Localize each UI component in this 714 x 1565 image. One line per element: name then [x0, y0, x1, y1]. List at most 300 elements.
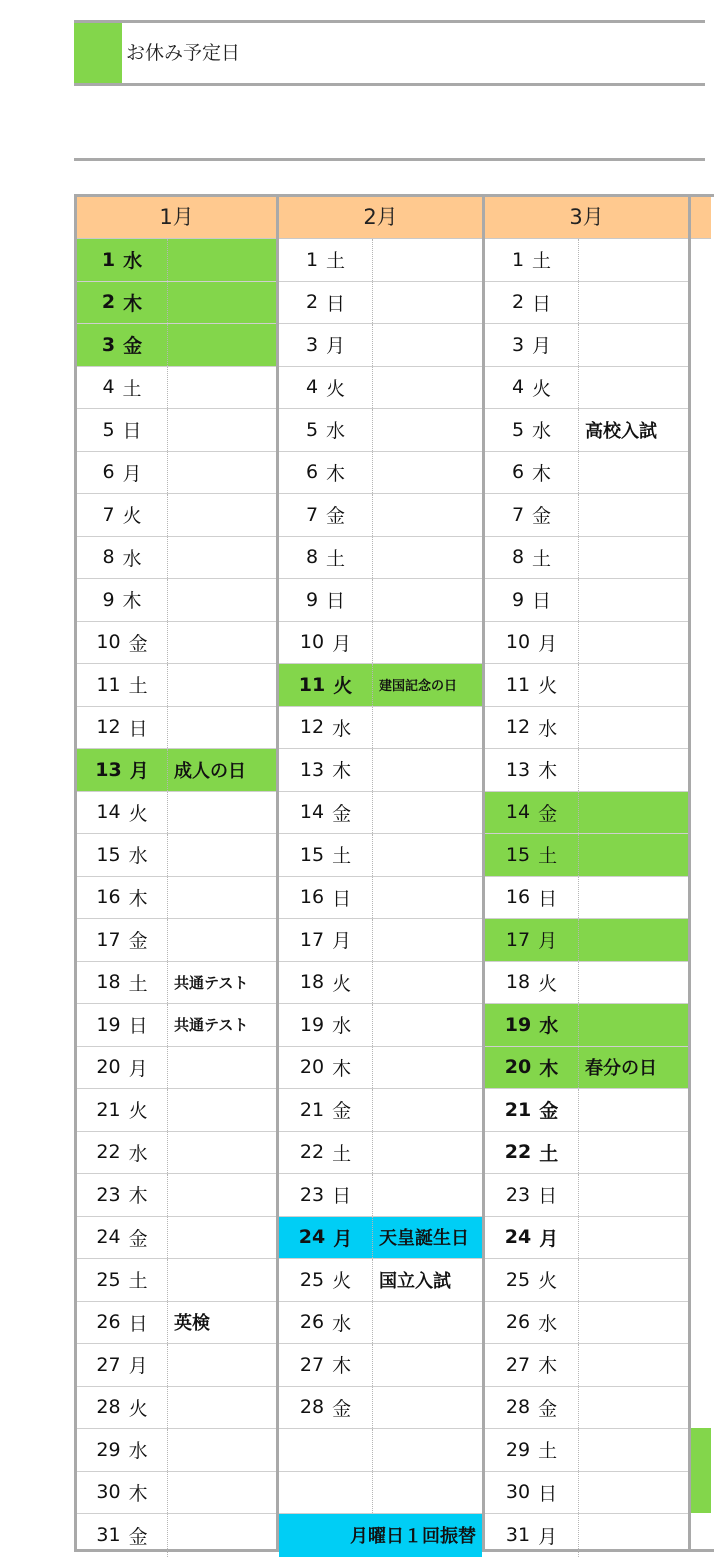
weekday: 木 — [538, 1355, 558, 1378]
day-date — [279, 367, 373, 409]
day-number: 22 — [299, 1141, 325, 1164]
day-number: 23 — [96, 1183, 121, 1206]
day-row — [485, 409, 688, 452]
day-row — [77, 919, 276, 962]
day-row — [485, 622, 688, 665]
day-row — [77, 1132, 276, 1175]
weekday: 月 — [333, 1227, 353, 1250]
weekday: 日 — [532, 292, 552, 315]
day-date — [485, 1429, 579, 1471]
day-number: 17 — [299, 928, 325, 951]
day-number: 7 — [511, 503, 525, 526]
day-row — [279, 1174, 482, 1217]
day-row — [485, 834, 688, 877]
weekday: 月 — [129, 760, 149, 783]
day-note: 国立入試 — [379, 1270, 451, 1292]
weekday: 金 — [128, 1525, 148, 1548]
day-date — [485, 1174, 579, 1216]
day-row — [485, 1047, 688, 1090]
day-note: 共通テスト — [174, 1016, 249, 1035]
weekday: 水 — [332, 1015, 352, 1038]
weekday: 月 — [122, 462, 142, 485]
day-number: 16 — [299, 886, 325, 909]
day-note — [373, 1174, 482, 1216]
month-header: 3月 — [485, 197, 688, 239]
day-row — [279, 962, 482, 1005]
weekday: 月 — [538, 930, 558, 953]
day-number: 31 — [96, 1524, 121, 1547]
weekday: 月 — [538, 1525, 558, 1548]
legend-holiday-swatch — [74, 23, 122, 83]
day-note — [579, 367, 688, 409]
weekday: 土 — [128, 1270, 148, 1293]
day-note — [168, 792, 276, 834]
weekday: 水 — [128, 845, 148, 868]
weekday: 月 — [332, 632, 352, 655]
weekday: 月 — [326, 335, 346, 358]
day-date — [279, 919, 373, 961]
day-number: 13 — [95, 758, 122, 781]
day-number: 9 — [511, 588, 525, 611]
weekday: 水 — [128, 1142, 148, 1165]
weekday: 火 — [332, 972, 352, 995]
weekday: 土 — [332, 1142, 352, 1165]
day-date — [485, 537, 579, 579]
day-number: 13 — [299, 758, 325, 781]
day-number: 27 — [96, 1353, 121, 1376]
day-row — [485, 1514, 688, 1557]
day-row — [279, 1429, 482, 1472]
day-number: 7 — [305, 503, 319, 526]
day-note: 成人の日 — [174, 760, 246, 782]
day-date — [279, 1387, 373, 1429]
day-number: 19 — [299, 1013, 325, 1036]
day-row — [279, 1472, 482, 1515]
day-row — [279, 1089, 482, 1132]
day-date — [77, 1004, 168, 1046]
day-row — [77, 239, 276, 282]
day-date — [77, 919, 168, 961]
day-number: 12 — [299, 716, 325, 739]
day-number: 1 — [101, 248, 116, 271]
day-number: 24 — [96, 1226, 121, 1249]
weekday: 水 — [123, 250, 143, 273]
day-number: 4 — [305, 376, 319, 399]
weekday: 土 — [532, 250, 552, 273]
day-number: 17 — [96, 928, 121, 951]
weekday: 金 — [332, 802, 352, 825]
weekday: 日 — [538, 1185, 558, 1208]
weekday: 日 — [532, 590, 552, 613]
day-row — [77, 409, 276, 452]
day-date — [77, 877, 168, 919]
day-date — [77, 579, 168, 621]
day-note — [579, 1344, 688, 1386]
day-number: 16 — [96, 886, 121, 909]
day-note — [168, 579, 276, 621]
day-note: 建国記念の日 — [379, 679, 458, 695]
weekday: 土 — [332, 845, 352, 868]
day-note — [373, 792, 482, 834]
day-note: 春分の日 — [585, 1058, 657, 1080]
day-number: 12 — [505, 716, 531, 739]
day-number: 24 — [298, 1226, 326, 1249]
day-number: 8 — [305, 546, 319, 569]
day-number: 15 — [505, 843, 531, 866]
day-date — [279, 792, 373, 834]
day-date — [485, 1047, 579, 1089]
weekday: 日 — [128, 717, 148, 740]
weekday: 火 — [326, 377, 346, 400]
weekday: 金 — [128, 930, 148, 953]
day-row — [77, 1047, 276, 1090]
day-number: 27 — [505, 1353, 531, 1376]
day-row — [485, 1302, 688, 1345]
day-date — [77, 1387, 168, 1429]
weekday: 土 — [538, 845, 558, 868]
day-note — [168, 834, 276, 876]
day-row — [77, 622, 276, 665]
day-note — [168, 409, 276, 451]
day-row — [279, 707, 482, 750]
day-number: 22 — [96, 1141, 121, 1164]
day-number: 14 — [505, 801, 531, 824]
weekday: 火 — [538, 675, 558, 698]
day-note — [168, 1047, 276, 1089]
day-date — [77, 664, 168, 706]
weekday: 木 — [128, 887, 148, 910]
day-note — [168, 367, 276, 409]
day-number: 2 — [305, 291, 319, 314]
day-date — [279, 749, 373, 791]
next-month-header-edge — [691, 197, 711, 239]
day-note — [579, 622, 688, 664]
day-note — [373, 367, 482, 409]
day-note — [373, 1004, 482, 1046]
day-row — [77, 452, 276, 495]
day-number: 8 — [511, 546, 525, 569]
day-number: 20 — [96, 1056, 121, 1079]
weekday: 金 — [128, 632, 148, 655]
day-number: 25 — [505, 1268, 531, 1291]
day-row — [279, 324, 482, 367]
day-date — [77, 324, 168, 366]
day-row — [279, 282, 482, 325]
day-note — [579, 1174, 688, 1216]
day-date — [485, 494, 579, 536]
day-date — [485, 324, 579, 366]
day-number: 28 — [505, 1396, 531, 1419]
day-number: 11 — [96, 673, 121, 696]
day-note: 英検 — [174, 1313, 210, 1335]
day-note — [168, 1514, 276, 1557]
day-number: 5 — [305, 418, 319, 441]
day-note — [168, 239, 276, 281]
day-row — [77, 1302, 276, 1345]
day-date — [485, 622, 579, 664]
day-row — [77, 707, 276, 750]
day-note — [579, 962, 688, 1004]
day-row — [279, 792, 482, 835]
day-date — [485, 1472, 579, 1514]
day-note — [373, 239, 482, 281]
day-note — [373, 962, 482, 1004]
day-date — [77, 1472, 168, 1514]
weekday: 木 — [128, 1482, 148, 1505]
day-note — [579, 1429, 688, 1471]
day-note — [579, 749, 688, 791]
day-number: 4 — [511, 376, 525, 399]
day-date — [279, 239, 373, 281]
month-column — [77, 197, 279, 1549]
day-number: 10 — [96, 631, 121, 654]
weekday: 木 — [538, 760, 558, 783]
day-date — [279, 877, 373, 919]
day-number: 25 — [96, 1268, 121, 1291]
day-number: 19 — [96, 1013, 121, 1036]
day-note — [579, 1132, 688, 1174]
day-row — [77, 1174, 276, 1217]
day-date — [77, 1217, 168, 1259]
day-row — [77, 1514, 276, 1557]
day-row — [279, 537, 482, 580]
day-note — [168, 1472, 276, 1514]
day-row — [485, 1174, 688, 1217]
day-number: 13 — [505, 758, 531, 781]
day-date — [485, 282, 579, 324]
weekday: 金 — [123, 335, 143, 358]
weekday: 土 — [122, 377, 142, 400]
day-row — [77, 962, 276, 1005]
day-note: 共通テスト — [174, 973, 249, 992]
day-number: 28 — [299, 1396, 325, 1419]
day-number: 10 — [299, 631, 325, 654]
day-date — [77, 1259, 168, 1301]
day-note — [373, 579, 482, 621]
day-note — [579, 1217, 688, 1259]
day-number: 5 — [102, 418, 115, 441]
day-note — [373, 1387, 482, 1429]
weekday: 水 — [539, 1015, 559, 1038]
day-date — [77, 239, 168, 281]
divider — [74, 158, 705, 161]
day-row — [77, 324, 276, 367]
day-number: 14 — [96, 801, 121, 824]
day-note — [579, 1472, 688, 1514]
day-number: 15 — [96, 843, 121, 866]
day-date — [77, 1132, 168, 1174]
day-row — [485, 537, 688, 580]
day-row — [485, 1004, 688, 1047]
day-date — [279, 579, 373, 621]
day-note — [168, 622, 276, 664]
day-row — [77, 579, 276, 622]
weekday: 水 — [326, 420, 346, 443]
weekday: 土 — [539, 1142, 559, 1165]
day-date — [485, 919, 579, 961]
day-note — [373, 1344, 482, 1386]
day-note — [168, 1429, 276, 1471]
weekday: 土 — [128, 972, 148, 995]
day-date — [279, 1132, 373, 1174]
day-row — [279, 1259, 482, 1302]
day-number: 21 — [504, 1098, 532, 1121]
weekday: 金 — [332, 1397, 352, 1420]
day-note — [168, 1387, 276, 1429]
day-note — [579, 239, 688, 281]
day-note — [168, 1217, 276, 1259]
day-date — [77, 282, 168, 324]
weekday: 火 — [332, 1270, 352, 1293]
day-row — [279, 409, 482, 452]
day-date — [77, 707, 168, 749]
day-date — [485, 1344, 579, 1386]
day-date — [279, 622, 373, 664]
day-date — [485, 707, 579, 749]
day-date — [279, 494, 373, 536]
day-row — [485, 749, 688, 792]
day-date — [279, 1429, 373, 1471]
day-note — [579, 877, 688, 919]
month-header: 1月 — [77, 197, 276, 239]
day-note — [373, 877, 482, 919]
day-row — [485, 367, 688, 410]
day-date — [485, 452, 579, 494]
day-date — [485, 749, 579, 791]
day-number: 20 — [299, 1056, 325, 1079]
day-number: 8 — [102, 546, 115, 569]
weekday: 木 — [332, 1355, 352, 1378]
day-date — [279, 1217, 373, 1259]
day-number: 23 — [505, 1183, 531, 1206]
day-date — [485, 1004, 579, 1046]
day-row — [485, 962, 688, 1005]
day-number: 20 — [504, 1056, 532, 1079]
day-date — [485, 1132, 579, 1174]
day-row — [485, 324, 688, 367]
weekday: 木 — [128, 1185, 148, 1208]
day-date — [279, 409, 373, 451]
day-date — [279, 1174, 373, 1216]
day-note — [373, 324, 482, 366]
day-date — [279, 324, 373, 366]
day-note — [168, 494, 276, 536]
day-row — [77, 1344, 276, 1387]
day-note — [373, 622, 482, 664]
day-note — [373, 749, 482, 791]
day-number: 11 — [505, 673, 531, 696]
weekday: 土 — [128, 675, 148, 698]
weekday: 日 — [122, 420, 142, 443]
weekday: 月 — [128, 1057, 148, 1080]
day-row — [279, 622, 482, 665]
day-number: 18 — [505, 971, 531, 994]
day-number: 3 — [511, 333, 525, 356]
day-note — [579, 664, 688, 706]
day-number: 2 — [511, 291, 525, 314]
day-row — [77, 1004, 276, 1047]
day-note — [373, 1429, 482, 1471]
day-row — [77, 1259, 276, 1302]
weekday: 木 — [332, 760, 352, 783]
day-number: 18 — [96, 971, 121, 994]
day-number: 3 — [101, 333, 116, 356]
day-note — [579, 1259, 688, 1301]
day-row — [485, 1132, 688, 1175]
day-row — [485, 792, 688, 835]
day-row — [279, 749, 482, 792]
day-number: 21 — [299, 1098, 325, 1121]
day-number: 30 — [96, 1481, 121, 1504]
day-number: 26 — [96, 1311, 121, 1334]
day-row — [485, 1089, 688, 1132]
day-row — [485, 494, 688, 537]
weekday: 火 — [128, 802, 148, 825]
day-note — [373, 834, 482, 876]
day-number: 29 — [96, 1438, 121, 1461]
day-date — [77, 537, 168, 579]
day-note: 月曜日１回振替 — [350, 1526, 476, 1548]
day-row — [77, 1387, 276, 1430]
day-note: 高校入試 — [585, 420, 657, 442]
weekday: 月 — [538, 632, 558, 655]
day-note — [579, 324, 688, 366]
weekday: 土 — [326, 250, 346, 273]
weekday: 土 — [326, 547, 346, 570]
day-note — [168, 282, 276, 324]
day-note — [579, 919, 688, 961]
day-row — [279, 877, 482, 920]
weekday: 火 — [532, 377, 552, 400]
day-date — [77, 1344, 168, 1386]
weekday: 水 — [122, 547, 142, 570]
weekday: 日 — [332, 887, 352, 910]
day-note — [373, 1302, 482, 1344]
day-number: 9 — [102, 588, 115, 611]
day-row — [485, 579, 688, 622]
day-date — [77, 792, 168, 834]
day-note — [168, 919, 276, 961]
day-row — [279, 494, 482, 537]
day-number: 27 — [299, 1353, 325, 1376]
day-date — [485, 1089, 579, 1131]
day-date — [77, 622, 168, 664]
day-row — [279, 1004, 482, 1047]
day-row — [279, 919, 482, 962]
weekday: 水 — [128, 1440, 148, 1463]
day-date — [485, 877, 579, 919]
month-header: 2月 — [279, 197, 482, 239]
day-row — [485, 1217, 688, 1260]
day-date — [77, 1429, 168, 1471]
day-date — [77, 1047, 168, 1089]
day-note — [373, 282, 482, 324]
weekday: 金 — [326, 505, 346, 528]
day-note — [373, 537, 482, 579]
day-date — [485, 962, 579, 1004]
day-note — [373, 919, 482, 961]
day-note — [579, 707, 688, 749]
day-date — [279, 707, 373, 749]
day-note — [373, 707, 482, 749]
weekday: 金 — [538, 802, 558, 825]
weekday: 水 — [332, 717, 352, 740]
day-date — [279, 664, 373, 706]
next-month-holiday-edge — [691, 1428, 711, 1513]
day-note — [579, 1004, 688, 1046]
weekday: 日 — [538, 887, 558, 910]
day-row — [485, 877, 688, 920]
